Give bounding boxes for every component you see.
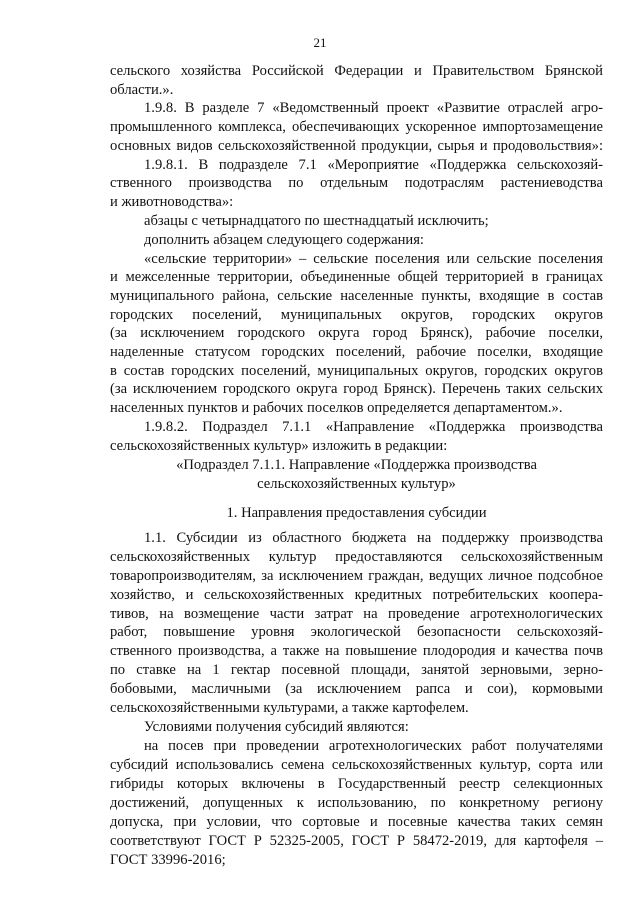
text-line: ГОСТ 33996-2016; xyxy=(110,852,226,868)
text-line: в состав городских поселений, муниципальных округов, городских округов xyxy=(110,363,603,379)
page-number: 21 xyxy=(313,35,327,50)
text-line: на посев при проведении агротехнологических работ получателями xyxy=(144,738,603,754)
text-line: сельского хозяйства Российской Федерации и Правительством Брянской xyxy=(110,63,603,79)
text-line: 1.9.8. В разделе 7 «Ведомственный проект «Развитие отраслей агро- xyxy=(144,100,603,116)
text-line: «сельские территории» – сельские поселения или сельские поселения xyxy=(144,251,603,267)
text-line: (за исключением городского округа город Брянск). Перечень таких сельских xyxy=(110,381,603,397)
text-line: городских поселений, муниципальных округов, городских округов xyxy=(110,307,603,323)
text-line: ственного производства, а также на повышение плодородия и качества почв xyxy=(110,643,603,659)
text-line: муниципального района, сельские населенные пункты, входящие в состав xyxy=(110,288,603,304)
text-line: сельскохозяйственными культурами, а также картофелем. xyxy=(110,700,469,716)
text-line: по ставке на 1 гектар посевной площади, занятой зерновыми, зерно- xyxy=(110,662,603,678)
text-line: тивов, на возмещение части затрат на проведение агротехнологических xyxy=(110,606,603,622)
text-line: и межселенные территории, объединенные общей территорией в границах xyxy=(110,269,603,285)
text-line: сельскохозяйственных культур предоставляются сельскохозяйственным xyxy=(110,549,603,565)
text-line: абзацы с четырнадцатого по шестнадцатый исключить; xyxy=(144,213,489,229)
text-line: «Подраздел 7.1.1. Направление «Поддержка производства xyxy=(176,457,537,473)
text-line: субсидий использовались семена сельскохозяйственных культур, сорта или xyxy=(110,757,603,773)
text-line: населенных пунктов и рабочих поселков определяется департаментом.». xyxy=(110,400,563,416)
text-line: 1.9.8.2. Подраздел 7.1.1 «Направление «Поддержка производства xyxy=(144,419,603,435)
text-line: достижений, допущенных к использованию, по конкретному региону xyxy=(110,795,603,811)
text-line: и животноводства»: xyxy=(110,194,234,210)
text-line: наделенные статусом городских поселений, рабочие поселки, входящие xyxy=(110,344,603,360)
text-line: работ, повышение уровня экологической безопасности сельскохозяй- xyxy=(110,624,603,640)
text-line: Условиями получения субсидий являются: xyxy=(144,719,409,735)
text-line: области.». xyxy=(110,82,174,98)
text-line: 1.9.8.1. В подразделе 7.1 «Мероприятие «Поддержка сельскохозяй- xyxy=(144,157,603,173)
text-line: (за исключением городского округа город Брянск), рабочие поселки, xyxy=(110,325,603,341)
text-line: товаропроизводителям, за исключением граждан, ведущих личное подсобное xyxy=(110,568,603,584)
text-line: 1.1. Субсидии из областного бюджета на поддержку производства xyxy=(144,530,603,546)
text-line: ственного производства по отдельным подотраслям растениеводства xyxy=(110,175,603,191)
text-line: допуска, при условии, что сортовые и посевные качества таких семян xyxy=(110,814,603,830)
text-line: 1. Направления предоставления субсидии xyxy=(226,505,487,521)
text-line: основных видов сельскохозяйственной продукции, сырья и продовольствия»: xyxy=(110,138,603,154)
text-line: сельскохозяйственных культур» изложить в редакции: xyxy=(110,438,448,454)
text-line: сельскохозяйственных культур» xyxy=(257,476,456,492)
text-line: гибриды которых включены в Государственный реестр селекционных xyxy=(110,776,603,792)
text-line: хозяйство, и сельскохозяйственных кредитных потребительских коопера- xyxy=(110,587,603,603)
text-line: соответствуют ГОСТ Р 52325-2005, ГОСТ Р 58472-2019, для картофеля – xyxy=(110,833,603,849)
text-line: дополнить абзацем следующего содержания: xyxy=(144,232,424,248)
text-line: бобовыми, масличными (за исключением рапса и сои), кормовыми xyxy=(110,681,603,697)
text-line: промышленного комплекса, обеспечивающих ускоренное импортозамещение xyxy=(110,119,603,135)
